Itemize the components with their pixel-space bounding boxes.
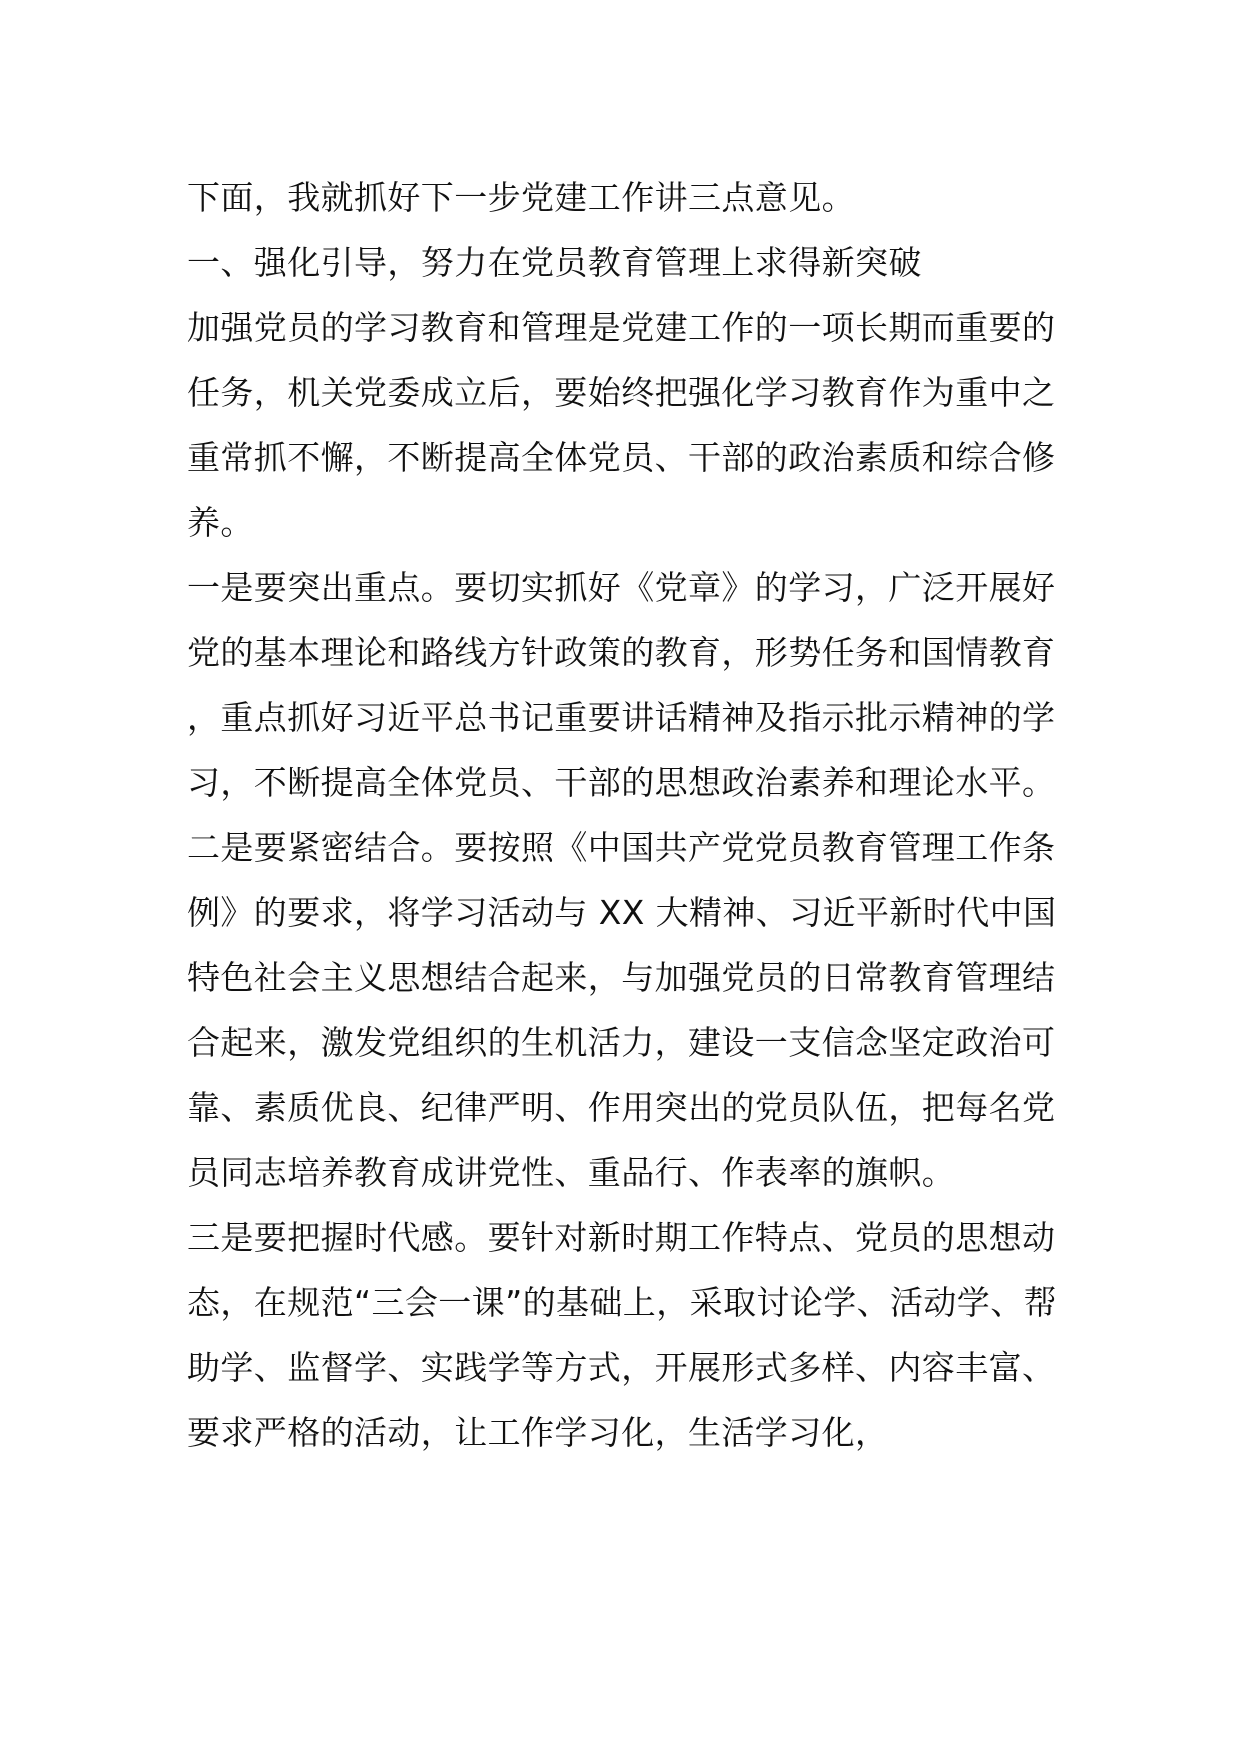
paragraph-point-1: 一是要突出重点。要切实抓好《党章》的学习，广泛开展好党的基本理论和路线方针政策的教育，形势任务和国情教育，重点抓好习近平总书记重要讲话精神及指示批示精神的学习，不断提高全体党员、干部的思想政治素养和理论水平。 xyxy=(187,568,1056,802)
paragraph-section-1-intro: 加强党员的学习教育和管理是党建工作的一项长期而重要的任务，机关党委成立后，要始终把强化学习教育作为重中之重常抓不懈，不断提高全体党员、干部的政治素质和综合修养。 xyxy=(187,308,1056,542)
section-heading-1: 一、强化引导，努力在党员教育管理上求得新突破 xyxy=(187,243,922,282)
paragraph-intro: 下面，我就抓好下一步党建工作讲三点意见。 xyxy=(187,178,855,217)
paragraph-point-3: 三是要把握时代感。要针对新时期工作特点、党员的思想动态，在规范“三会一课”的基础上，采取讨论学、活动学、帮助学、监督学、实践学等方式，开展形式多样、内容丰富、要求严格的活动，让工作学习化，生活学习化， xyxy=(187,1218,1057,1452)
document-body xyxy=(187,165,1067,1465)
paragraph-point-2: 二是要紧密结合。要按照《中国共产党党员教育管理工作条例》的要求，将学习活动与 XX 大精神、习近平新时代中国特色社会主义思想结合起来，与加强党员的日常教育管理结合起来，激发党组织的生机活力，建设一支信念坚定政治可靠、素质优良、纪律严明、作用突出的党员队伍，把每名党员同志培养教育成讲党性、重品行、作表率的旗帜。 xyxy=(187,828,1057,1192)
